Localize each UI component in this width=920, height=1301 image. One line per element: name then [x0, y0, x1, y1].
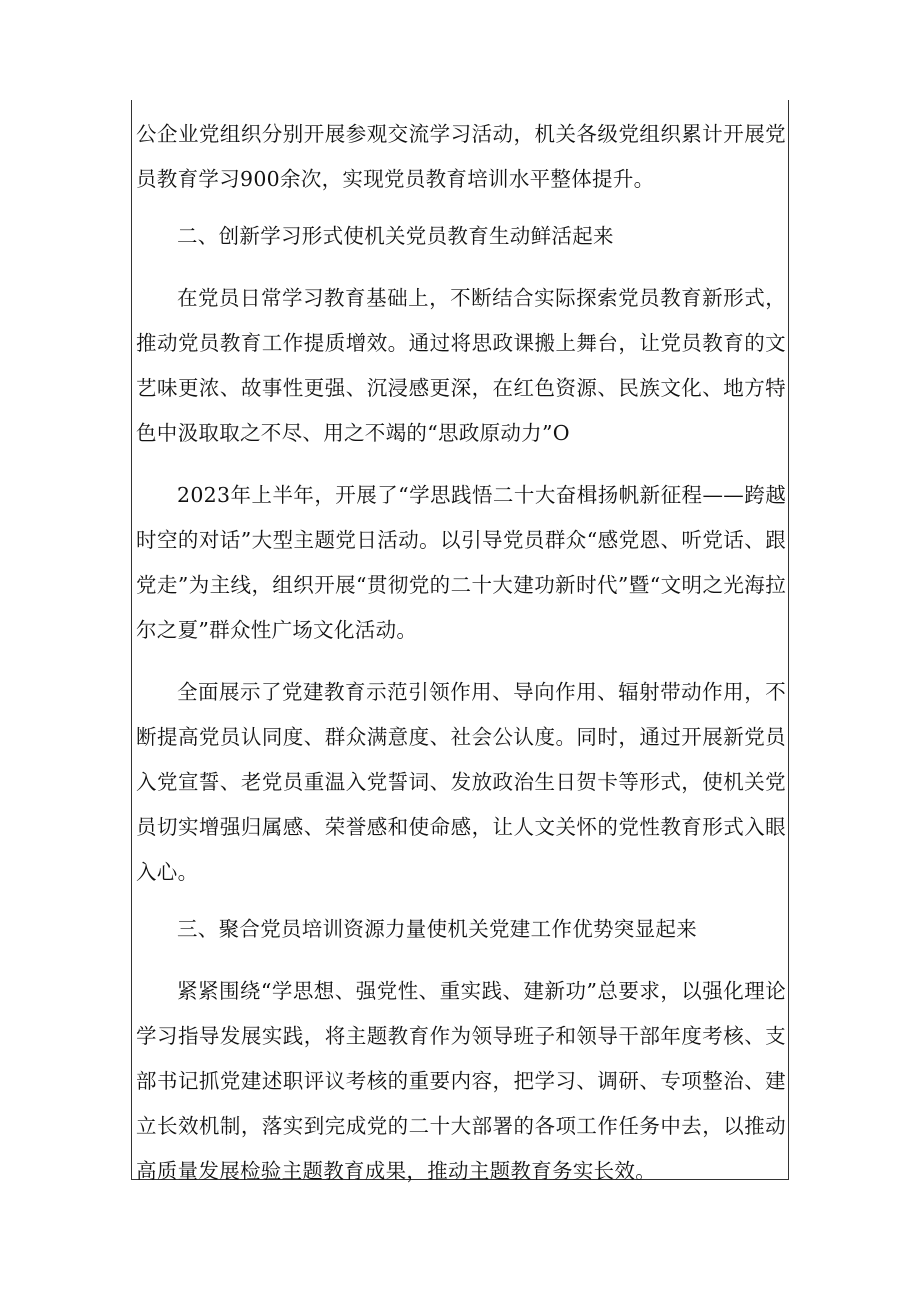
- paragraph-2023-activity: 2023年上半年，开展了“学思践悟二十大奋楫扬帆新征程——跨越时空的对话”大型主题党日活动。以引导党员群众“感党恩、听党话、跟党走”为主线，组织开展“贯彻党的二十大建功新时代”暨“文明之光海拉尔之夏”群众性广场文化活动。: [136, 483, 786, 642]
- paragraph-requirements: 紧紧围绕“学思想、强党性、重实践、建新功”总要求，以强化理论学习指导发展实践，将主题教育作为领导班子和领导干部年度考核、支部书记抓党建述职评议考核的重要内容，把学习、调研、专项整治、建立长效机制，落实到完成党的二十大部署的各项工作任务中去，以推动高质量发展检验主题教育成果，推动主题教育务实长效。: [136, 979, 786, 1183]
- paragraph-demonstration: 全面展示了党建教育示范引领作用、导向作用、辐射带动作用，不断提高党员认同度、群众满意度、社会公认度。同时，通过开展新党员入党宣誓、老党员重温入党誓词、发放政治生日贺卡等形式，使机关党员切实增强归属感、荣誉感和使命感，让人文关怀的党性教育形式入眼入心。: [136, 680, 786, 884]
- section-heading-3: 三、聚合党员培训资源力量使机关党建工作优势突显起来: [177, 917, 697, 941]
- document-body: [136, 112, 786, 1194]
- paragraph-continuation: 公企业党组织分别开展参观交流学习活动，机关各级党组织累计开展党员教育学习900余次，实现党员教育培训水平整体提升。: [136, 122, 786, 191]
- paragraph-innovation: 在党员日常学习教育基础上，不断结合实际探索党员教育新形式，推动党员教育工作提质增效。通过将思政课搬上舞台，让党员教育的文艺味更浓、故事性更强、沉浸感更深，在红色资源、民族文化、地方特色中汲取取之不尽、用之不竭的“思政原动力”O: [136, 286, 786, 445]
- section-heading-2: 二、创新学习形式使机关党员教育生动鲜活起来: [177, 224, 614, 248]
